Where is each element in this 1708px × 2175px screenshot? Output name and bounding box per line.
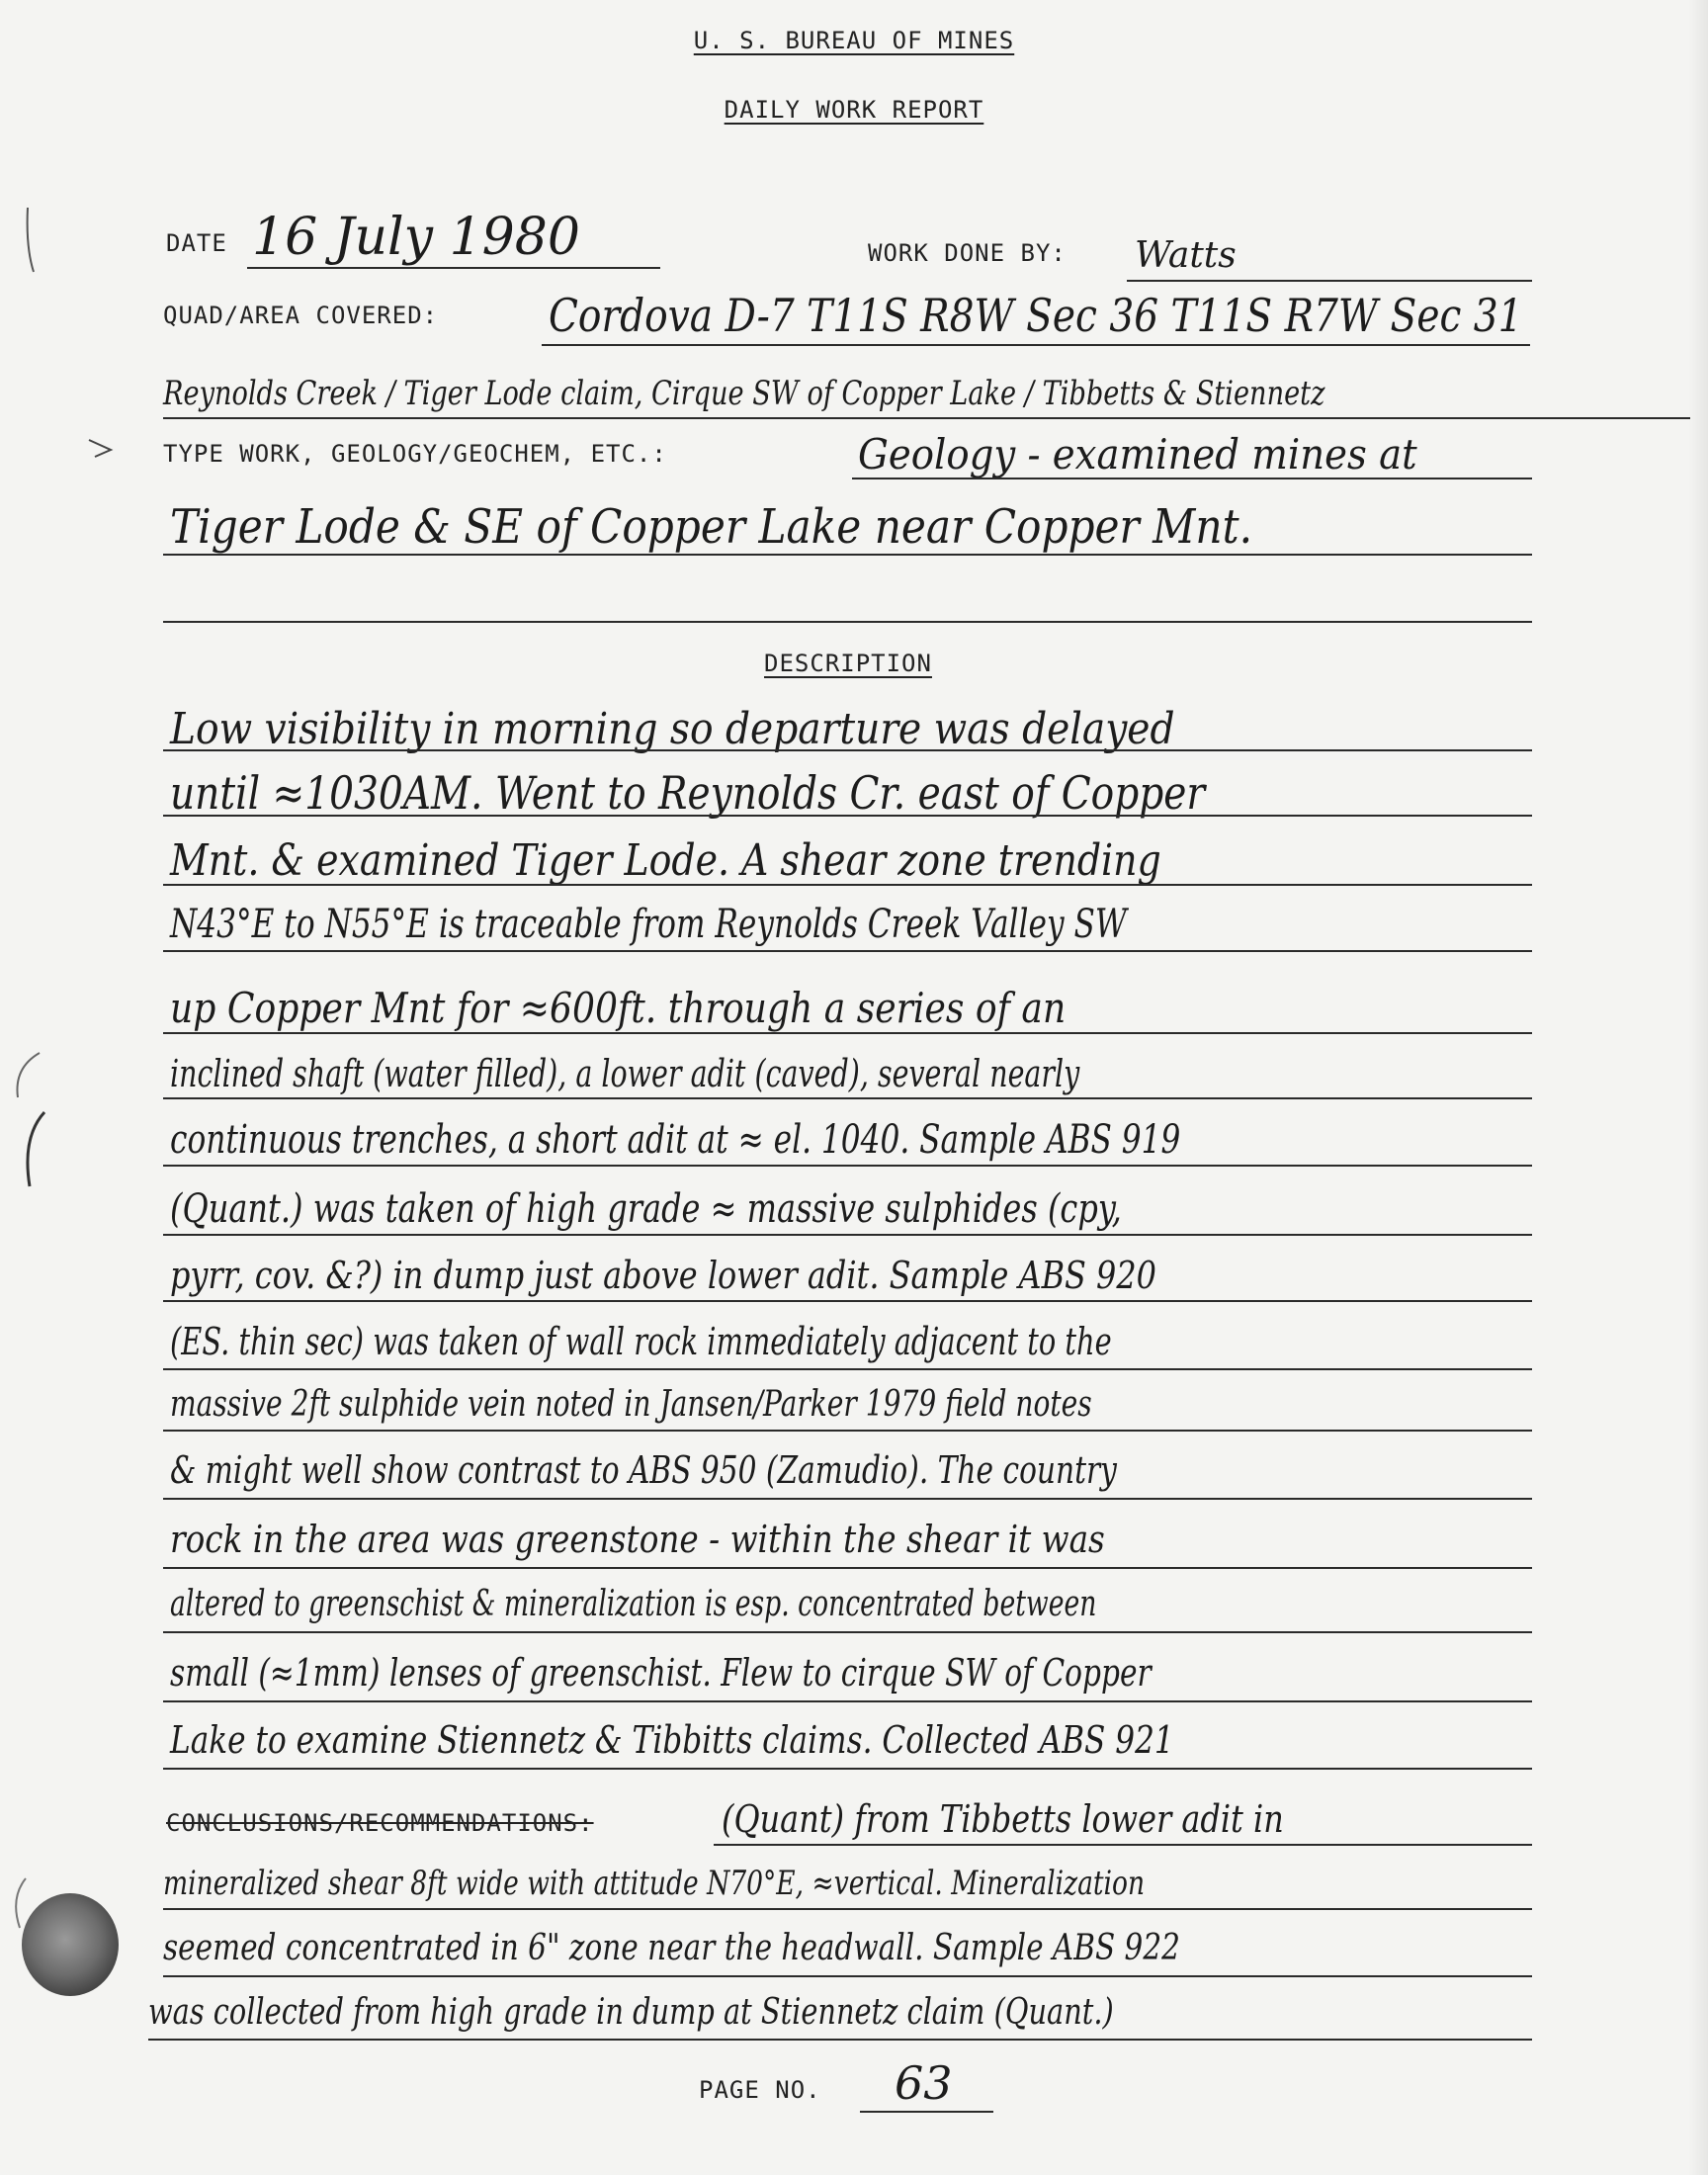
report-title: DAILY WORK REPORT — [724, 96, 984, 124]
type-work-rule-2 — [163, 554, 1532, 556]
page-number-label: PAGE NO. — [699, 2076, 821, 2104]
date-value: 16 July 1980 — [252, 208, 580, 267]
description-line-5: up Copper Mnt for ≈600ft. through a series of an — [170, 984, 1067, 1032]
quad-label: QUAD/AREA COVERED: — [163, 302, 439, 329]
description-line-12: & might well show contrast to ABS 950 (Zamudio). The country — [170, 1448, 1117, 1492]
description-rule-15 — [163, 1700, 1532, 1702]
conclusions-line-4: was collected from high grade in dump at Stiennetz claim (Quant.) — [148, 1992, 1114, 2033]
page-number-value: 63 — [895, 2056, 953, 2110]
work-done-by-value: Watts — [1135, 235, 1237, 276]
work-done-by-rule — [1127, 280, 1532, 282]
description-line-8: (Quant.) was taken of high grade ≈ massive sulphides (cpy, — [170, 1186, 1122, 1232]
type-work-value-line2: Tiger Lode & SE of Copper Lake near Copper Mnt. — [170, 499, 1253, 555]
description-rule-4 — [163, 950, 1532, 952]
quad-rule-2 — [163, 417, 1690, 419]
description-rule-2 — [163, 815, 1532, 817]
description-line-6: inclined shaft (water filled), a lower adit (caved), several nearly — [170, 1052, 1080, 1095]
type-work-value-line1: Geology - examined mines at — [858, 430, 1417, 478]
description-rule-3 — [163, 884, 1532, 886]
conclusions-label: CONCLUSIONS/RECOMMENDATIONS: — [166, 1809, 594, 1837]
description-rule-16 — [163, 1768, 1532, 1770]
type-work-label: TYPE WORK, GEOLOGY/GEOCHEM, ETC.: — [163, 440, 667, 468]
description-line-4: N43°E to N55°E is traceable from Reynolds Creek Valley SW — [170, 902, 1127, 947]
conclusions-line-1: (Quant) from Tibbetts lower adit in — [722, 1797, 1284, 1841]
description-line-14: altered to greenschist & mineralization is esp. concentrated between — [170, 1584, 1097, 1624]
punch-hole — [22, 1893, 119, 1996]
quad-value-line1: Cordova D-7 T11S R8W Sec 36 T11S R7W Sec 31 — [549, 289, 1523, 342]
agency-title: U. S. BUREAU OF MINES — [693, 27, 1015, 54]
description-rule-14 — [163, 1631, 1532, 1633]
description-line-15: small (≈1mm) lenses of greenschist. Flew to cirque SW of Copper — [170, 1651, 1152, 1695]
description-rule-1 — [163, 749, 1532, 751]
description-line-10: (ES. thin sec) was taken of wall rock immediately adjacent to the — [170, 1320, 1112, 1363]
description-heading: DESCRIPTION — [764, 650, 932, 677]
type-work-rule-3 — [163, 621, 1532, 623]
description-line-3: Mnt. & examined Tiger Lode. A shear zone trending — [170, 835, 1161, 886]
description-line-13: rock in the area was greenstone - within the shear it was — [170, 1518, 1105, 1561]
description-rule-11 — [163, 1430, 1532, 1432]
work-done-by-label: WORK DONE BY: — [868, 239, 1067, 267]
description-line-16: Lake to examine Stiennetz & Tibbitts claims. Collected ABS 921 — [170, 1718, 1174, 1762]
page-edge-shadow — [1688, 0, 1708, 2175]
description-rule-12 — [163, 1498, 1532, 1500]
description-rule-9 — [163, 1300, 1532, 1302]
description-line-11: massive 2ft sulphide vein noted in Jansen/Parker 1979 field notes — [170, 1384, 1092, 1425]
conclusions-line-3: seemed concentrated in 6" zone near the headwall. Sample ABS 922 — [163, 1928, 1180, 1968]
conclusions-rule-2 — [163, 1908, 1532, 1910]
conclusions-rule-4 — [148, 2039, 1532, 2041]
description-line-9: pyrr, cov. &?) in dump just above lower adit. Sample ABS 920 — [170, 1254, 1156, 1297]
page-number-rule — [860, 2111, 993, 2113]
description-rule-8 — [163, 1234, 1532, 1236]
quad-rule-1 — [542, 344, 1530, 346]
quad-value-line2: Reynolds Creek / Tiger Lode claim, Cirque SW of Copper Lake / Tibbetts & Stiennetz — [163, 374, 1325, 413]
conclusions-rule-1 — [714, 1844, 1532, 1846]
type-work-rule-1 — [852, 478, 1532, 479]
description-rule-6 — [163, 1097, 1532, 1099]
description-rule-13 — [163, 1567, 1532, 1569]
conclusions-rule-3 — [163, 1975, 1532, 1977]
description-rule-5 — [163, 1032, 1532, 1034]
description-line-2: until ≈1030AM. Went to Reynolds Cr. east of Copper — [170, 766, 1206, 820]
date-rule — [247, 267, 660, 269]
description-line-1: Low visibility in morning so departure was delayed — [170, 704, 1175, 754]
description-rule-7 — [163, 1165, 1532, 1167]
conclusions-line-2: mineralized shear 8ft wide with attitude N70°E, ≈vertical. Mineralization — [163, 1864, 1146, 1903]
description-rule-10 — [163, 1368, 1532, 1370]
description-line-7: continuous trenches, a short adit at ≈ el. 1040. Sample ABS 919 — [170, 1117, 1181, 1163]
date-label: DATE — [166, 229, 227, 257]
